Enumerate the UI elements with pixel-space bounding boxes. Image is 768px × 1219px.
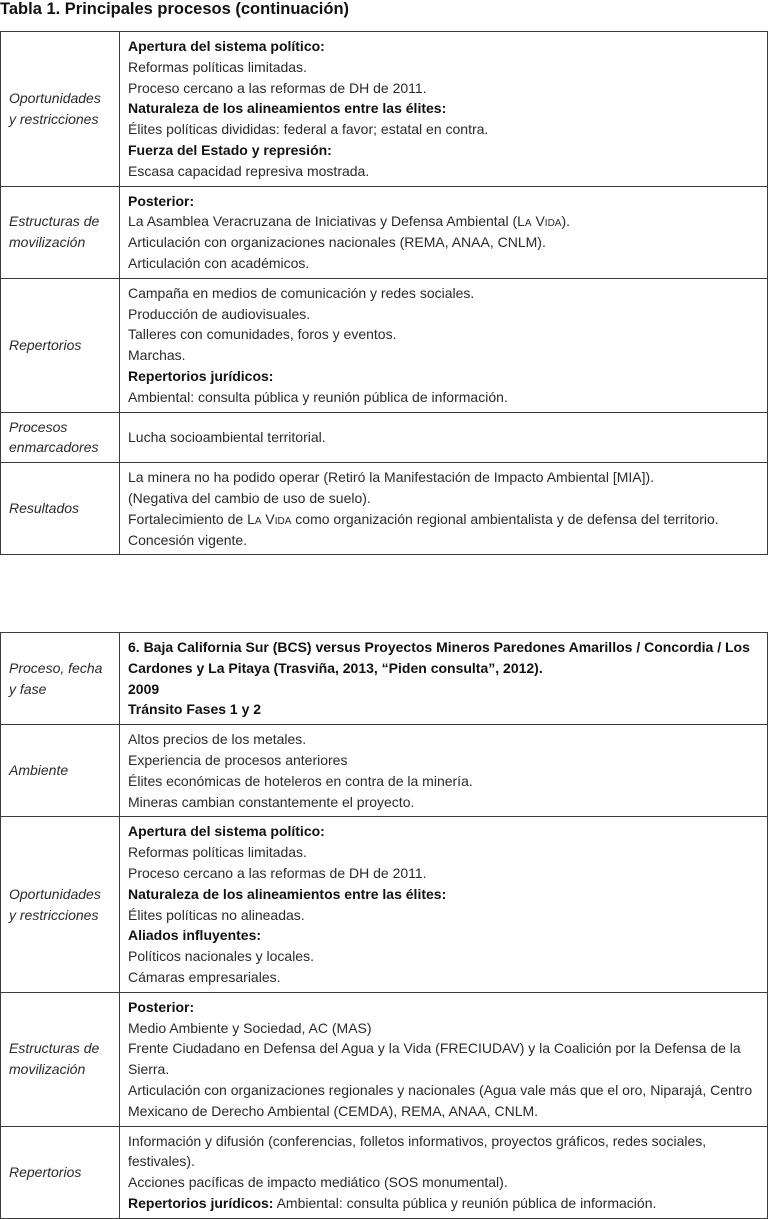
table-row-estructuras-de-movilizacion	[1, 186, 768, 278]
row-label: Estructuras de movilización	[1, 992, 120, 1126]
content-line: Información y difusión (conferencias, folletos informativos, proyectos gráficos, redes sociales, festivales).	[128, 1132, 707, 1170]
process-table-continued	[0, 31, 768, 555]
content-line: Reformas políticas limitadas.	[128, 844, 307, 861]
section-heading: Apertura del sistema político:	[128, 823, 325, 840]
content-line: Articulación con organizaciones regionales y nacionales (Agua vale más que el oro, Niparajá, Centro Mexicano de Derecho Ambiental (CEMDA), REMA, ANAA, CNLM.	[128, 1081, 753, 1119]
row-content	[120, 1126, 768, 1218]
content-line: Acciones pacíficas de impacto mediático (SOS monumental).	[128, 1174, 508, 1191]
content-line: Frente Ciudadano en Defensa del Agua y la Vida (FRECIUDAV) y la Coalición por la Defensa de la Sierra.	[128, 1040, 741, 1078]
text-fragment: Fortalecimiento de	[128, 510, 248, 527]
row-content	[120, 633, 768, 725]
content-line: (Negativa del cambio de uso de suelo).	[128, 489, 371, 506]
text-fragment: La Asamblea Veracruzana de Iniciativas y Defensa Ambiental (	[128, 213, 518, 230]
table-row-proceso-fecha-y-fase	[1, 633, 768, 725]
content-line: Talleres con comunidades, foros y eventos.	[128, 326, 397, 343]
content-line: Medio Ambiente y Sociedad, AC (MAS)	[128, 1019, 372, 1036]
row-content	[120, 725, 768, 817]
content-line: Reformas políticas limitadas.	[128, 58, 307, 75]
org-name: La Vida	[517, 213, 562, 230]
row-content	[120, 278, 768, 412]
content-line: Concesión vigente.	[128, 531, 248, 548]
content-line: Proceso cercano a las reformas de DH de 2011.	[128, 864, 427, 881]
content-line: Élites políticas no alineadas.	[128, 906, 305, 923]
content-line: Articulación con organizaciones nacionales (REMA, ANAA, CNLM).	[128, 234, 546, 251]
row-label: Estructuras de movilización	[1, 186, 120, 278]
content-line: Élites económicas de hoteleros en contra de la minería.	[128, 772, 473, 789]
row-label: Repertorios	[1, 278, 120, 412]
text-fragment: ).	[561, 213, 571, 230]
text-fragment: como organización regional ambientalista y de defensa del territorio.	[291, 510, 719, 527]
content-line: Producción de audiovisuales.	[128, 305, 311, 322]
content-line: Políticos nacionales y locales.	[128, 948, 314, 965]
content-line: Escasa capacidad represiva mostrada.	[128, 162, 370, 179]
section-heading: Naturaleza de los alineamientos entre las élites:	[128, 100, 447, 117]
content-line	[128, 1193, 759, 1214]
row-content	[120, 412, 768, 463]
row-content	[120, 186, 768, 278]
section-heading: 2009	[128, 680, 160, 697]
row-content	[120, 463, 768, 555]
table-body	[1, 32, 768, 555]
table-row-ambiente	[1, 725, 768, 817]
text-fragment: Ambiental: consulta pública y reunión pública de información.	[273, 1194, 657, 1211]
table-body	[1, 633, 768, 1219]
content-line: Proceso cercano a las reformas de DH de 2011.	[128, 79, 427, 96]
row-label: Oportunidades y restricciones	[1, 817, 120, 992]
section-heading: Apertura del sistema político:	[128, 38, 325, 54]
content-line: Lucha socioambiental territorial.	[128, 428, 326, 445]
row-label: Resultados	[1, 463, 120, 555]
section-heading: Aliados influyentes:	[128, 927, 262, 944]
section-heading: 6. Baja California Sur (BCS) versus Proyectos Mineros Paredones Amarillos / Concordia / Los Cardones y La Pitaya (Trasviña, 2013, “Piden consulta”, 2012).	[128, 639, 750, 676]
row-label: Procesos enmarcadores	[1, 412, 120, 463]
content-line	[128, 509, 759, 530]
content-line: Élites políticas divididas: federal a favor; estatal en contra.	[128, 121, 489, 138]
process-table-bcs	[0, 632, 768, 1219]
content-line: Articulación con académicos.	[128, 254, 310, 271]
section-heading: Naturaleza de los alineamientos entre las élites:	[128, 885, 447, 902]
content-line: Mineras cambian constantemente el proyecto.	[128, 793, 415, 810]
section-heading: Repertorios jurídicos:	[128, 367, 274, 384]
content-line: Campaña en medios de comunicación y redes sociales.	[128, 284, 475, 301]
row-content	[120, 817, 768, 992]
row-content	[120, 32, 768, 187]
table-row-repertorios	[1, 1126, 768, 1218]
content-line: Altos precios de los metales.	[128, 731, 307, 748]
page-title: Tabla 1. Principales procesos (continuación)	[0, 0, 350, 18]
row-content	[120, 992, 768, 1126]
content-line	[128, 211, 759, 232]
row-label: Proceso, fecha y fase	[1, 633, 120, 725]
table-row-resultados	[1, 463, 768, 555]
content-line: Experiencia de procesos anteriores	[128, 751, 348, 768]
section-heading: Posterior:	[128, 192, 195, 209]
inline-heading: Repertorios jurídicos:	[128, 1194, 274, 1211]
table-row-oportunidades-y-restricciones	[1, 32, 768, 187]
content-line: La minera no ha podido operar (Retiró la Manifestación de Impacto Ambiental [MIA]).	[128, 469, 655, 486]
content-line: Ambiental: consulta pública y reunión pública de información.	[128, 388, 508, 405]
content-line: Marchas.	[128, 347, 186, 364]
table-row-repertorios	[1, 278, 768, 412]
section-heading: Fuerza del Estado y represión:	[128, 141, 332, 158]
row-label: Oportunidades y restricciones	[1, 32, 120, 187]
table-row-procesos-enmarcadores	[1, 412, 768, 463]
row-label: Ambiente	[1, 725, 120, 817]
org-name: La Vida	[247, 510, 292, 527]
section-heading: Tránsito Fases 1 y 2	[128, 701, 262, 718]
table-row-estructuras-de-movilizacion	[1, 992, 768, 1126]
row-label: Repertorios	[1, 1126, 120, 1218]
content-line: Cámaras empresariales.	[128, 968, 281, 985]
section-heading: Posterior:	[128, 998, 195, 1015]
table-row-oportunidades-y-restricciones	[1, 817, 768, 992]
